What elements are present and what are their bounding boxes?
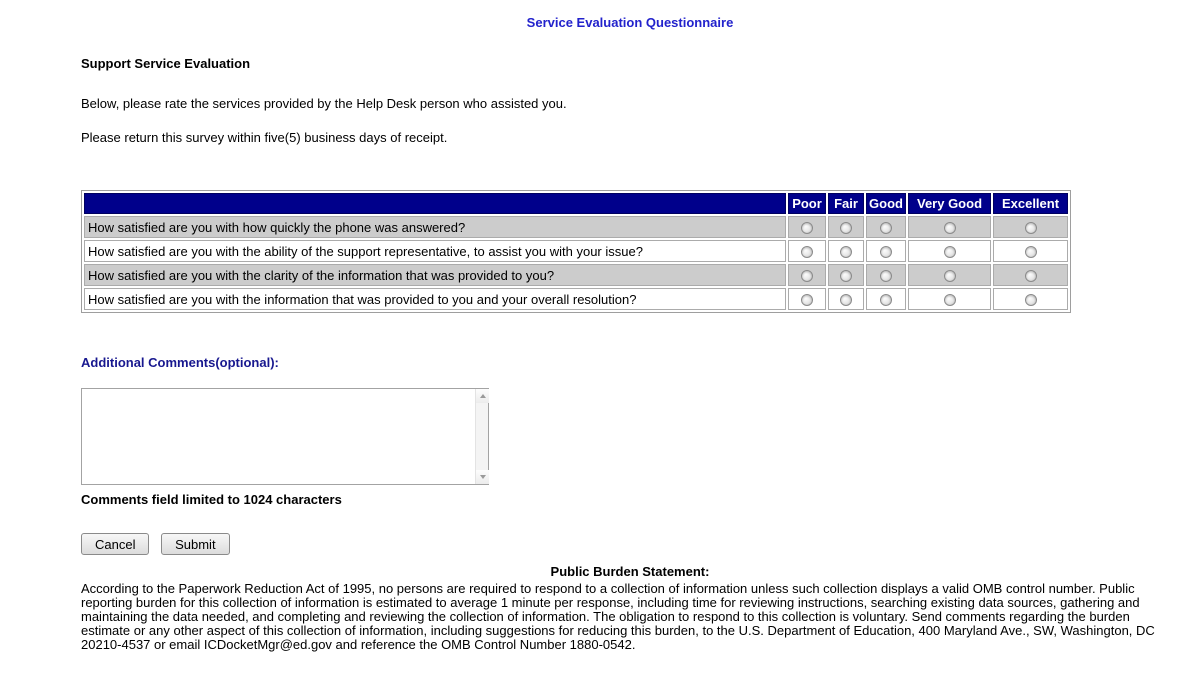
question-text: How satisfied are you with the information that was provided to you and your overall resolution? xyxy=(84,288,786,310)
intro-text-1: Below, please rate the services provided by the Help Desk person who assisted you. xyxy=(81,96,567,111)
survey-table-body xyxy=(84,216,1068,310)
rating-header-poor: Poor xyxy=(788,193,826,214)
radio-q2-excellent[interactable] xyxy=(1025,246,1037,258)
rating-cell xyxy=(788,264,826,286)
rating-cell xyxy=(788,240,826,262)
page-title: Service Evaluation Questionnaire xyxy=(526,15,734,30)
rating-header-good: Good xyxy=(866,193,906,214)
rating-header-fair: Fair xyxy=(828,193,864,214)
survey-row xyxy=(84,240,1068,262)
rating-cell xyxy=(908,240,991,262)
rating-cell xyxy=(908,216,991,238)
question-text: How satisfied are you with how quickly the phone was answered? xyxy=(84,216,786,238)
radio-q1-excellent[interactable] xyxy=(1025,222,1037,234)
comments-textarea[interactable] xyxy=(82,389,476,484)
radio-q3-fair[interactable] xyxy=(840,270,852,282)
radio-q2-very-good[interactable] xyxy=(944,246,956,258)
radio-q2-poor[interactable] xyxy=(801,246,813,258)
textarea-scrollbar[interactable] xyxy=(475,389,488,484)
radio-q1-fair[interactable] xyxy=(840,222,852,234)
rating-header-very-good: Very Good xyxy=(908,193,991,214)
radio-q1-poor[interactable] xyxy=(801,222,813,234)
public-burden-statement-title: Public Burden Statement: xyxy=(550,564,710,579)
rating-cell xyxy=(908,288,991,310)
rating-cell xyxy=(866,288,906,310)
rating-cell xyxy=(828,288,864,310)
radio-q3-excellent[interactable] xyxy=(1025,270,1037,282)
radio-q2-good[interactable] xyxy=(880,246,892,258)
rating-cell xyxy=(908,264,991,286)
radio-q3-very-good[interactable] xyxy=(944,270,956,282)
question-text: How satisfied are you with the ability of the support representative, to assist you with your issue? xyxy=(84,240,786,262)
scroll-down-arrow-icon xyxy=(480,475,486,479)
scroll-up-arrow-icon xyxy=(480,394,486,398)
section-heading: Support Service Evaluation xyxy=(81,56,251,71)
scroll-down-button[interactable] xyxy=(476,470,489,484)
rating-cell xyxy=(788,288,826,310)
radio-q4-very-good[interactable] xyxy=(944,294,956,306)
survey-row xyxy=(84,288,1068,310)
rating-header-spacer xyxy=(84,193,786,214)
radio-q2-fair[interactable] xyxy=(840,246,852,258)
rating-cell xyxy=(866,264,906,286)
comments-textarea-container xyxy=(81,388,489,485)
rating-header-row xyxy=(84,193,1068,214)
survey-row xyxy=(84,216,1068,238)
radio-q3-good[interactable] xyxy=(880,270,892,282)
radio-q4-excellent[interactable] xyxy=(1025,294,1037,306)
public-burden-statement-text: According to the Paperwork Reduction Act of 1995, no persons are required to respond to a collection of information unless such collection displays a valid OMB control number. Public reporting burden for this collection of information is estimated to average 1 minute per response, including time for reviewing instructions, searching existing data sources, gathering and maintaining the data needed, and completing and reviewing the collection of information. The obligation to respond to this collection is voluntary. Send comments regarding the burden estimate or any other aspect of this collection of information, including suggestions for reducing this burden, to the U.S. Department of Education, 400 Maryland Ave., SW, Washington, DC 20210-4537 or email ICDocketMgr@ed.gov and reference the OMB Control Number 1880-0542. xyxy=(81,581,1155,652)
additional-comments-label: Additional Comments(optional): xyxy=(81,355,279,370)
rating-cell xyxy=(993,216,1068,238)
rating-header-excellent: Excellent xyxy=(993,193,1068,214)
rating-cell xyxy=(788,216,826,238)
rating-cell xyxy=(993,264,1068,286)
content-area xyxy=(81,15,1179,652)
rating-cell xyxy=(866,216,906,238)
rating-cell xyxy=(828,264,864,286)
survey-row xyxy=(84,264,1068,286)
radio-q3-poor[interactable] xyxy=(801,270,813,282)
rating-cell xyxy=(993,240,1068,262)
cancel-button[interactable]: Cancel xyxy=(81,533,149,555)
comments-limit-note: Comments field limited to 1024 characters xyxy=(81,492,342,507)
radio-q4-fair[interactable] xyxy=(840,294,852,306)
rating-table xyxy=(81,190,1071,313)
rating-cell xyxy=(828,216,864,238)
radio-q4-poor[interactable] xyxy=(801,294,813,306)
rating-cell xyxy=(993,288,1068,310)
radio-q1-very-good[interactable] xyxy=(944,222,956,234)
intro-text-2: Please return this survey within five(5) business days of receipt. xyxy=(81,130,448,145)
submit-button[interactable]: Submit xyxy=(161,533,229,555)
rating-cell xyxy=(828,240,864,262)
question-text: How satisfied are you with the clarity of the information that was provided to you? xyxy=(84,264,786,286)
radio-q1-good[interactable] xyxy=(880,222,892,234)
button-row xyxy=(81,533,1179,555)
scroll-up-button[interactable] xyxy=(476,389,489,403)
rating-cell xyxy=(866,240,906,262)
radio-q4-good[interactable] xyxy=(880,294,892,306)
